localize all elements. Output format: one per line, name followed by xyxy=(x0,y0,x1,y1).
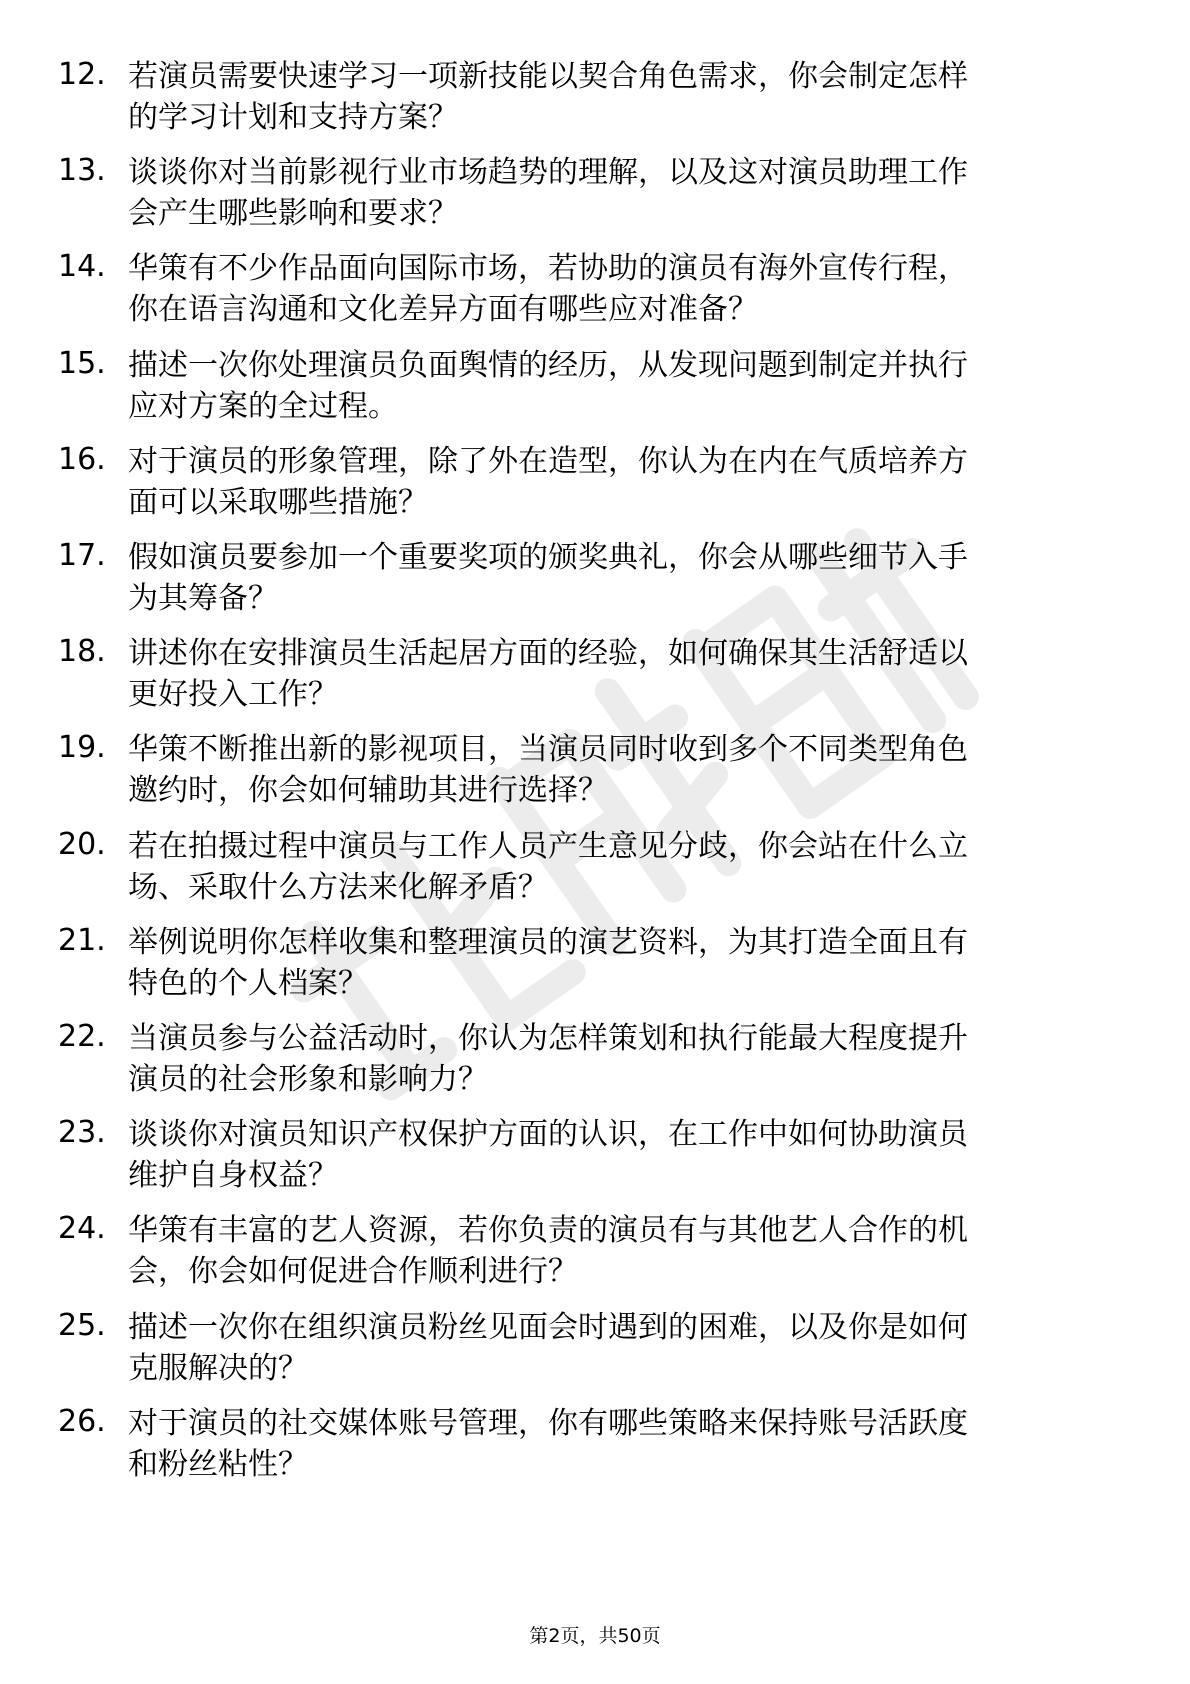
question-text-line: 谈谈你对演员知识产权保护方面的认识，在工作中如何协助演员 xyxy=(128,1117,968,1153)
question-number: 16. xyxy=(58,441,106,477)
question-text-line: 讲述你在安排演员生活起居方面的经验，如何确保其生活舒适以 xyxy=(128,636,968,672)
question-text xyxy=(128,56,1118,138)
question-text xyxy=(128,537,1118,619)
question-text xyxy=(128,729,1118,811)
question-item xyxy=(0,826,1190,918)
question-text-line: 的学习计划和支持方案？ xyxy=(128,100,458,135)
question-item xyxy=(0,248,1190,340)
question-number: 14. xyxy=(58,249,106,285)
question-text-line: 应对方案的全过程。 xyxy=(128,388,398,424)
question-text-line: 会，你会如何促进合作顺利进行？ xyxy=(128,1254,578,1290)
question-item xyxy=(0,345,1190,437)
question-text-line: 对于演员的社交媒体账号管理，你有哪些策略来保持账号活跃度 xyxy=(128,1405,968,1441)
question-text-line: 当演员参与公益活动时，你认为怎样策划和执行能最大程度提升 xyxy=(128,1021,968,1056)
question-text xyxy=(128,1018,1118,1100)
question-text-line: 场、采取什么方法来化解矛盾？ xyxy=(128,869,548,905)
question-text xyxy=(128,1114,1118,1196)
question-text xyxy=(128,1210,1118,1292)
question-text-line: 邀约时，你会如何辅助其进行选择？ xyxy=(128,773,608,809)
question-item xyxy=(0,1114,1190,1206)
question-text xyxy=(128,1403,1118,1485)
page-number: 第2页，共50页 xyxy=(529,1625,661,1647)
question-item xyxy=(0,633,1190,725)
question-number: 15. xyxy=(58,345,106,381)
question-number: 12. xyxy=(58,57,106,92)
question-number: 23. xyxy=(58,1115,106,1151)
question-text-line: 举例说明你怎样收集和整理演员的演艺资料，为其打造全面且有 xyxy=(128,924,968,960)
question-number: 25. xyxy=(58,1307,106,1343)
question-text-line: 为其筹备？ xyxy=(128,581,278,616)
question-number: 20. xyxy=(58,826,106,862)
question-text-line: 你在语言沟通和文化差异方面有哪些应对准备？ xyxy=(128,292,758,328)
question-text-line: 和粉丝粘性？ xyxy=(128,1446,308,1482)
question-number: 26. xyxy=(58,1403,106,1439)
question-item xyxy=(0,1018,1190,1110)
question-text-line: 面可以采取哪些措施？ xyxy=(128,484,428,520)
question-text xyxy=(128,633,1118,715)
question-item xyxy=(0,441,1190,533)
question-text xyxy=(128,922,1118,1004)
question-text-line: 克服解决的？ xyxy=(128,1350,308,1386)
question-text-line: 描述一次你在组织演员粉丝见面会时遇到的困难，以及你是如何 xyxy=(128,1309,968,1345)
question-text-line: 华策有不少作品面向国际市场，若协助的演员有海外宣传行程， xyxy=(128,251,968,287)
question-text xyxy=(128,441,1118,523)
question-text-line: 特色的个人档案？ xyxy=(128,965,368,1001)
question-text xyxy=(128,248,1118,330)
question-text-line: 描述一次你处理演员负面舆情的经历，从发现问题到制定并执行 xyxy=(128,347,968,383)
question-number: 17. xyxy=(58,538,106,573)
question-number: 19. xyxy=(58,730,106,766)
question-text-line: 若在拍摄过程中演员与工作人员产生意见分歧，你会站在什么立 xyxy=(128,828,968,864)
question-text-line: 谈谈你对当前影视行业市场趋势的理解，以及这对演员助理工作 xyxy=(128,155,968,191)
question-text-line: 对于演员的形象管理，除了外在造型，你认为在内在气质培养方 xyxy=(128,443,968,479)
question-text xyxy=(128,1307,1118,1389)
question-number: 18. xyxy=(58,634,106,670)
question-text-line: 华策有丰富的艺人资源，若你负责的演员有与其他艺人合作的机 xyxy=(128,1213,968,1249)
question-text xyxy=(128,826,1118,908)
question-number: 13. xyxy=(58,153,106,189)
question-number: 24. xyxy=(58,1211,106,1247)
question-item xyxy=(0,1403,1190,1495)
question-item xyxy=(0,1210,1190,1302)
question-text-line: 演员的社会形象和影响力？ xyxy=(128,1062,488,1097)
question-text-line: 华策不断推出新的影视项目，当演员同时收到多个不同类型角色 xyxy=(128,732,968,768)
question-text-line: 维护自身权益？ xyxy=(128,1158,338,1194)
question-text xyxy=(128,152,1118,234)
question-item xyxy=(0,152,1190,244)
question-item xyxy=(0,56,1190,148)
question-item xyxy=(0,922,1190,1014)
question-text xyxy=(128,345,1118,427)
question-item xyxy=(0,537,1190,629)
question-item xyxy=(0,729,1190,821)
question-text-line: 更好投入工作？ xyxy=(128,677,338,713)
question-text-line: 假如演员要参加一个重要奖项的颁奖典礼，你会从哪些细节入手 xyxy=(128,540,968,575)
question-item xyxy=(0,1307,1190,1399)
question-number: 22. xyxy=(58,1019,106,1054)
question-number: 21. xyxy=(58,922,106,958)
question-text-line: 若演员需要快速学习一项新技能以契合角色需求，你会制定怎样 xyxy=(128,59,968,94)
question-text-line: 会产生哪些影响和要求？ xyxy=(128,196,458,232)
